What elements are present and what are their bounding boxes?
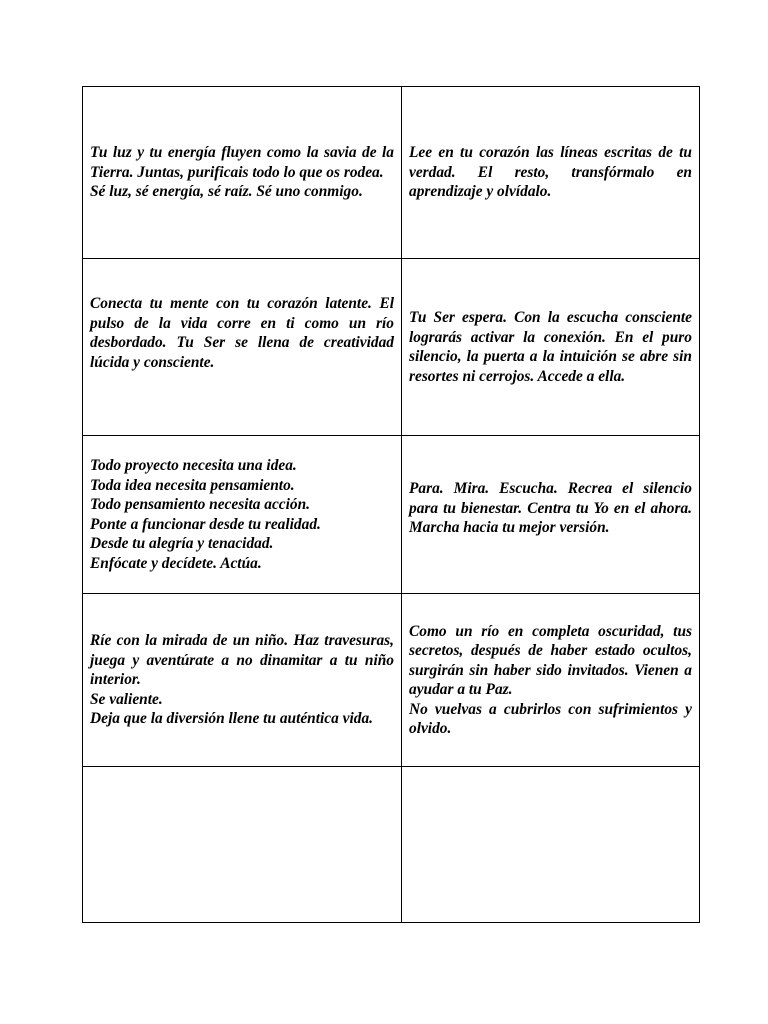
card-text: Todo proyecto necesita una idea. <box>90 457 297 474</box>
card-text: Desde tu alegría y tenacidad. <box>90 535 274 552</box>
card-row <box>83 594 700 767</box>
card-row <box>83 436 700 594</box>
card-text: Conecta tu mente con tu corazón latente. El pulso de la vida corre en ti como un río desbordado. Tu Ser se llena de creatividad lúcida y consciente. <box>90 295 394 371</box>
card-cell-right <box>402 594 700 767</box>
card-text: Lee en tu corazón las líneas escritas de tu verdad. El resto, transfórmalo en aprendizaje y olvídalo. <box>409 144 692 201</box>
card-cell-left <box>83 87 402 259</box>
card-cell-right <box>402 259 700 436</box>
card-text: Se valiente. <box>90 690 163 708</box>
card-cell-right-empty <box>402 767 700 923</box>
card-text: Tu luz y tu energía fluyen como la savia de la Tierra. Juntas, purificais todo lo que os rodea. <box>90 144 394 181</box>
card-cell-left <box>83 594 402 767</box>
card-row-empty <box>83 767 700 923</box>
card-text: Sé luz, sé energía, sé raíz. Sé uno conmigo. <box>90 183 363 201</box>
card-text: Deja que la diversión llene tu auténtica vida. <box>90 710 374 728</box>
card-cell-left <box>83 259 402 436</box>
card-text: Ríe con la mirada de un niño. Haz travesuras, juega y aventúrate a no dinamitar a tu niño interior. <box>90 632 394 689</box>
card-text: Ponte a funcionar desde tu realidad. <box>90 515 321 533</box>
card-text: No vuelvas a cubrirlos con sufrimientos y olvido. <box>409 700 692 737</box>
card-cell-left-empty <box>83 767 402 923</box>
card-text: Enfócate y decídete. Actúa. <box>90 554 262 572</box>
card-text: Para. Mira. Escucha. Recrea el silencio para tu bienestar. Centra tu Yo en el ahora. Marcha hacia tu mejor versión. <box>409 480 692 537</box>
card-cell-left <box>83 436 402 594</box>
card-text: Toda idea necesita pensamiento. <box>90 476 295 494</box>
card-text: Tu Ser espera. Con la escucha consciente lograrás activar la conexión. En el puro silencio, la puerta a la intuición se abre sin resortes ni cerrojos. Accede a ella. <box>409 309 692 385</box>
card-row <box>83 259 700 436</box>
card-cell-right <box>402 87 700 259</box>
card-row <box>83 87 700 259</box>
cards-table <box>82 86 700 923</box>
card-text: Todo pensamiento necesita acción. <box>90 496 311 513</box>
card-text: Como un río en completa oscuridad, tus secretos, después de haber estado ocultos, surgirán sin haber sido invitados. Vienen a ayudar a tu Paz. <box>409 622 692 698</box>
card-cell-right <box>402 436 700 594</box>
